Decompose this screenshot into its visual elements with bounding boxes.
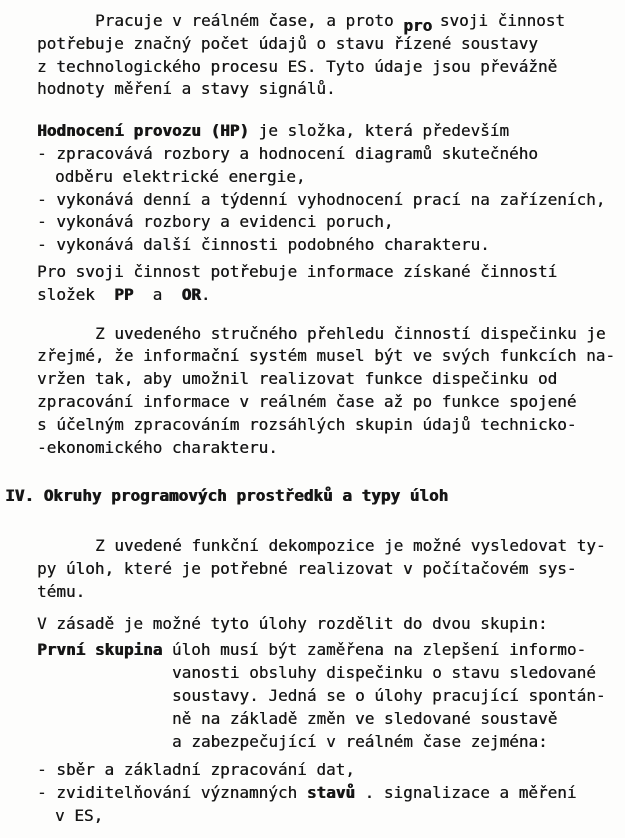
- text-line: [37, 731, 625, 754]
- text-line: [37, 143, 625, 166]
- bold-text: IV. Okruhy programových prostředků a typy úloh: [5, 486, 449, 506]
- text-line: [37, 211, 625, 234]
- text: svoji činnost: [430, 11, 566, 30]
- text: Z uvedeného stručného přehledu činností dispečinku je: [95, 323, 606, 343]
- section-heading: [5, 485, 625, 508]
- bold-text: OR: [181, 284, 201, 304]
- text-line: [37, 558, 625, 581]
- text: zpracování informace v reálném čase až po funkce spojené: [37, 391, 577, 411]
- text-line: [37, 78, 625, 101]
- text: a: [133, 284, 182, 304]
- text: - vykonává denní a týdenní vyhodnocení prací na zařízeních,: [37, 189, 606, 209]
- text: ně na základě změn ve sledované soustavě: [172, 708, 558, 728]
- bold-text: PP: [114, 284, 134, 304]
- text: - zviditelňování významných: [37, 783, 307, 803]
- text-line: [37, 234, 625, 257]
- text: a zabezpečující v reálném čase zejména:: [172, 731, 548, 751]
- bold-text: Hodnocení provozu (HP): [37, 121, 249, 141]
- text-line: [37, 581, 625, 604]
- text-line: [37, 33, 625, 56]
- text-line: [37, 759, 625, 782]
- text: Z uvedené funkční dekompozice je možné vysledovat ty-: [95, 536, 606, 556]
- zasada-paragraph: [37, 613, 625, 636]
- pp-or-paragraph: [37, 261, 625, 307]
- text: . signalizace a měření: [354, 783, 577, 803]
- bold-text: První skupina: [37, 640, 163, 660]
- text-line: [37, 613, 625, 636]
- hodnoceni-provozu-paragraph: [37, 120, 625, 257]
- prvni-skupina-paragraph: [37, 639, 625, 753]
- text: potřebuje značný počet údajů o stavu řízené soustavy: [37, 33, 538, 53]
- text-line: [37, 368, 625, 391]
- text: z technologického procesu ES. Tyto údaje jsou převážně: [37, 56, 558, 76]
- text: .: [200, 284, 211, 304]
- section-heading-line: [5, 485, 625, 508]
- text: složek: [37, 284, 115, 304]
- text-line: [37, 120, 625, 143]
- text-line: [37, 639, 625, 662]
- text-line: [37, 166, 625, 189]
- text: V zásadě je možné tyto úlohy rozdělit do dvou skupin:: [37, 613, 548, 633]
- text-line: [37, 261, 625, 284]
- text: - vykonává rozbory a evidenci poruch,: [37, 212, 394, 232]
- text: soustavy. Jedná se o úlohy pracující spontán-: [172, 685, 606, 705]
- text-line: [37, 189, 625, 212]
- text: vržen tak, aby umožnil realizovat funkce dispečinku od: [37, 369, 558, 389]
- text-line: [37, 284, 625, 307]
- bold-text: stavů: [306, 783, 355, 803]
- text: hodnoty měření a stavy signálů.: [37, 79, 336, 99]
- text: - sběr a základní zpracování dat,: [37, 760, 355, 780]
- text-line: [37, 782, 625, 805]
- text-line: [37, 437, 625, 460]
- summary-paragraph: [37, 323, 625, 460]
- text: odběru elektrické energie,: [55, 166, 306, 186]
- text: Pro svoji činnost potřebuje informace získané činností: [37, 261, 558, 281]
- text-line: [37, 10, 625, 33]
- text-line: [37, 391, 625, 414]
- text: -ekonomického charakteru.: [37, 437, 278, 457]
- text: zřejmé, že informační systém musel být ve svých funkcích na-: [37, 346, 615, 366]
- text-line: [37, 685, 625, 708]
- intro-paragraph: [37, 10, 625, 101]
- text-line: [37, 56, 625, 79]
- bullet-list-tasks: [37, 759, 625, 827]
- text: je složka, která především: [248, 121, 510, 141]
- text: vanosti obsluhy dispečinku o stavu sledované: [172, 663, 596, 683]
- text-line: [37, 708, 625, 731]
- text: v ES,: [55, 805, 104, 825]
- text: Pracuje v reálném čase, a proto: [95, 11, 404, 30]
- text: - vykonává další činnosti podobného charakteru.: [37, 235, 490, 255]
- text: s účelným zpracováním rozsáhlých skupin údajů technicko-: [37, 414, 577, 434]
- text: py úloh, které je potřebné realizovat v počítačovém sys-: [37, 558, 577, 578]
- text: tému.: [37, 581, 86, 601]
- text-line: [37, 414, 625, 437]
- text: - zpracovává rozbory a hodnocení diagramů skutečného: [37, 143, 538, 163]
- text-line: [37, 323, 625, 346]
- text-line: [37, 805, 625, 828]
- dekompozice-paragraph: [37, 535, 625, 603]
- text-line: [37, 535, 625, 558]
- text-line: [37, 345, 625, 368]
- text-line: [37, 662, 625, 685]
- inserted-word: pro: [403, 16, 433, 35]
- text: úloh musí být zaměřena na zlepšení informo-: [162, 640, 587, 660]
